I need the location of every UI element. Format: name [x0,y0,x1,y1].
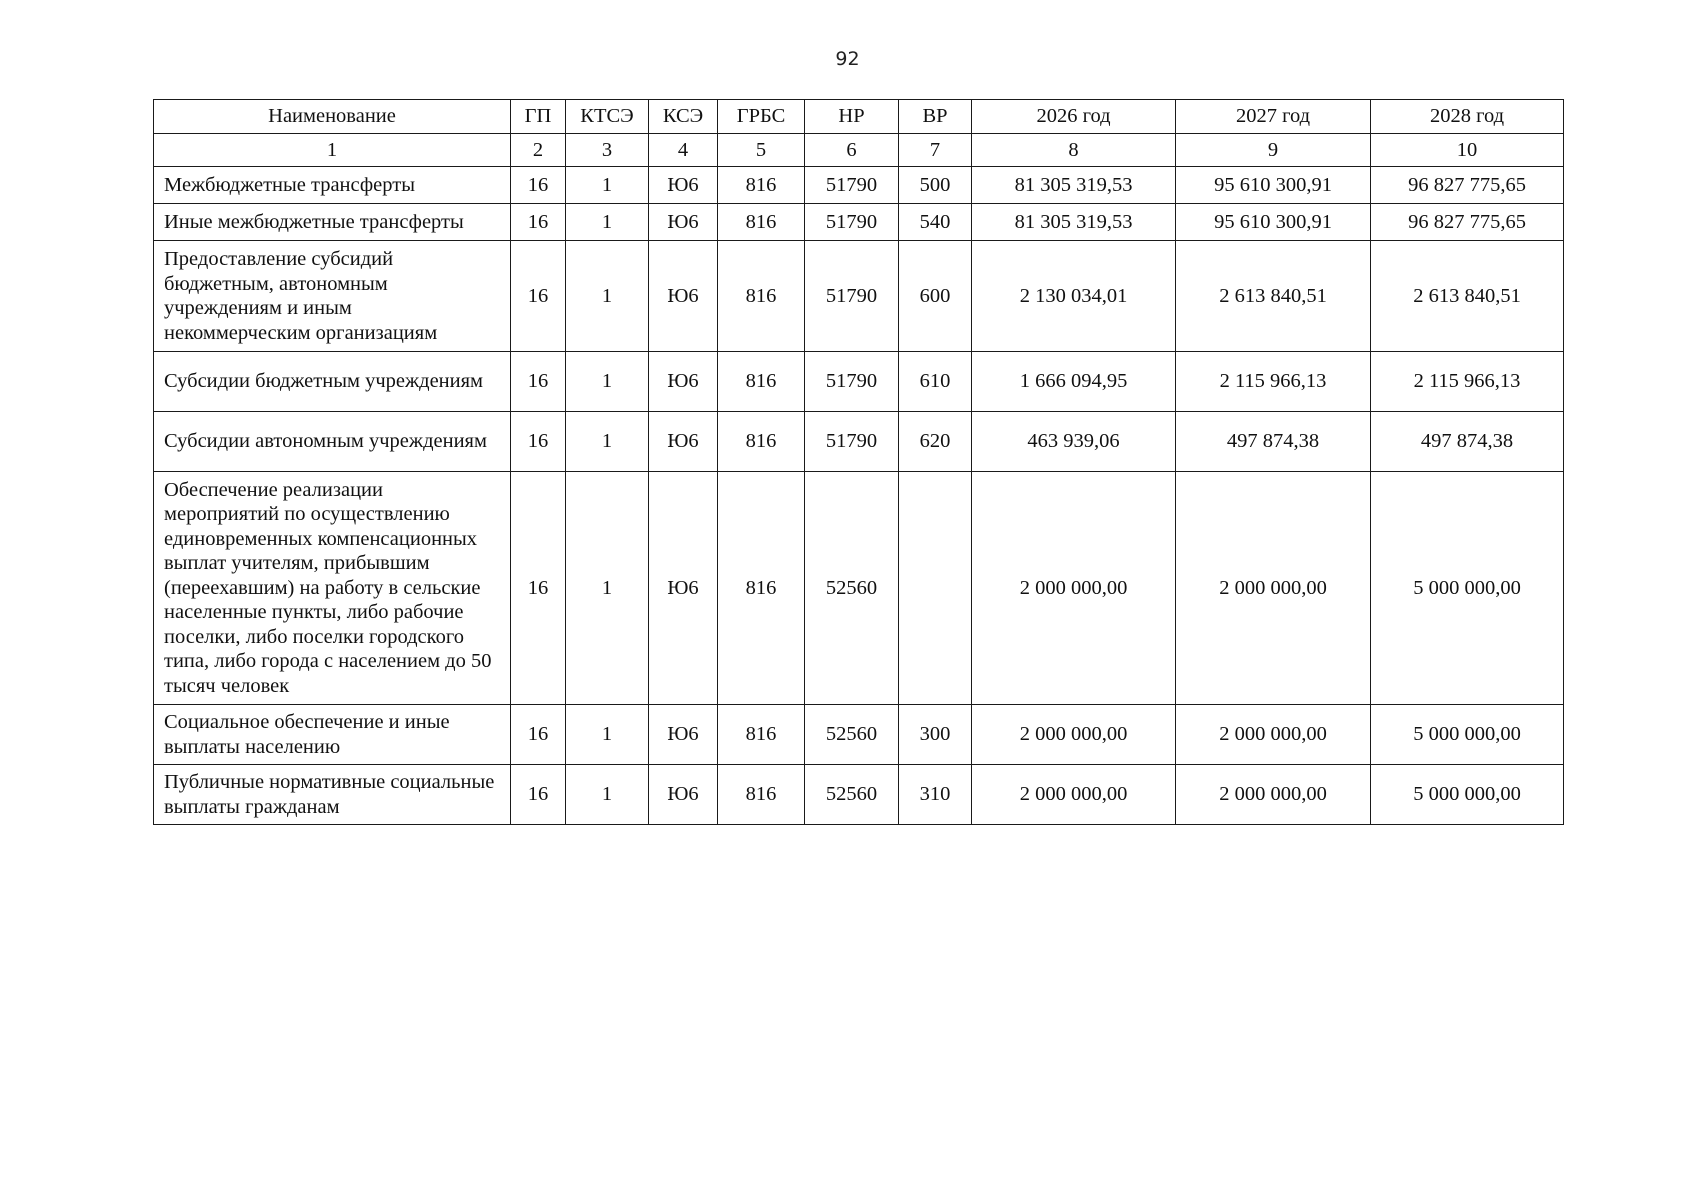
nr-cell: 52560 [805,472,899,705]
vr-cell [899,472,972,705]
grbs-cell: 816 [718,705,805,765]
vr-cell: 540 [899,204,972,241]
grbs-cell: 816 [718,412,805,472]
header-cell: 2028 год [1371,100,1564,134]
amount-2028-cell: 5 000 000,00 [1371,705,1564,765]
nr-cell: 52560 [805,705,899,765]
amount-2026-cell: 2 000 000,00 [972,765,1176,825]
amount-2027-cell: 2 613 840,51 [1176,241,1371,352]
amount-2027-cell: 95 610 300,91 [1176,204,1371,241]
gp-cell: 16 [511,472,566,705]
nr-cell: 51790 [805,167,899,204]
page-number: 92 [835,48,860,70]
row-name-cell: Обеспечение реализации мероприятий по осуществлению единовременных компенсационных выплат учителям, прибывшим (переехавшим) на работу в сельские населенные пункты, либо рабочие поселки, либо поселки городского типа, либо города с населением до 50 тысяч человек [154,472,511,705]
kse-cell: Ю6 [649,352,718,412]
amount-2026-cell: 2 130 034,01 [972,241,1176,352]
amount-2026-cell: 2 000 000,00 [972,472,1176,705]
nr-cell: 52560 [805,765,899,825]
amount-2027-cell: 2 115 966,13 [1176,352,1371,412]
row-name-cell: Иные межбюджетные трансферты [154,204,511,241]
amount-2027-cell: 497 874,38 [1176,412,1371,472]
vr-cell: 620 [899,412,972,472]
budget-table [153,99,1564,825]
header-cell: ВР [899,100,972,134]
gp-cell: 16 [511,167,566,204]
column-number-cell: 3 [566,134,649,167]
kse-cell: Ю6 [649,472,718,705]
kse-cell: Ю6 [649,705,718,765]
amount-2026-cell: 81 305 319,53 [972,204,1176,241]
row-name-cell: Предоставление субсидий бюджетным, автономным учреждениям и иным некоммерческим организациям [154,241,511,352]
column-number-row [154,134,1564,167]
row-name-cell: Социальное обеспечение и иные выплаты населению [154,705,511,765]
amount-2026-cell: 2 000 000,00 [972,705,1176,765]
column-number-cell: 8 [972,134,1176,167]
column-number-cell: 5 [718,134,805,167]
ktse-cell: 1 [566,705,649,765]
column-number-cell: 4 [649,134,718,167]
table-row [154,352,1564,412]
amount-2026-cell: 81 305 319,53 [972,167,1176,204]
kse-cell: Ю6 [649,765,718,825]
table-row [154,765,1564,825]
amount-2027-cell: 2 000 000,00 [1176,472,1371,705]
header-cell: НР [805,100,899,134]
header-cell: Наименование [154,100,511,134]
row-name-cell: Публичные нормативные социальные выплаты гражданам [154,765,511,825]
row-name-cell: Субсидии бюджетным учреждениям [154,352,511,412]
table-row [154,705,1564,765]
gp-cell: 16 [511,705,566,765]
column-number-cell: 7 [899,134,972,167]
amount-2028-cell: 2 613 840,51 [1371,241,1564,352]
nr-cell: 51790 [805,412,899,472]
grbs-cell: 816 [718,352,805,412]
vr-cell: 300 [899,705,972,765]
amount-2027-cell: 95 610 300,91 [1176,167,1371,204]
nr-cell: 51790 [805,241,899,352]
column-number-cell: 2 [511,134,566,167]
amount-2028-cell: 497 874,38 [1371,412,1564,472]
ktse-cell: 1 [566,241,649,352]
amount-2028-cell: 5 000 000,00 [1371,472,1564,705]
amount-2028-cell: 96 827 775,65 [1371,204,1564,241]
kse-cell: Ю6 [649,412,718,472]
header-cell: ГП [511,100,566,134]
ktse-cell: 1 [566,352,649,412]
gp-cell: 16 [511,412,566,472]
ktse-cell: 1 [566,472,649,705]
amount-2027-cell: 2 000 000,00 [1176,765,1371,825]
table-row [154,472,1564,705]
gp-cell: 16 [511,204,566,241]
column-number-cell: 10 [1371,134,1564,167]
nr-cell: 51790 [805,204,899,241]
grbs-cell: 816 [718,167,805,204]
header-cell: ГРБС [718,100,805,134]
header-cell: КТСЭ [566,100,649,134]
kse-cell: Ю6 [649,167,718,204]
ktse-cell: 1 [566,167,649,204]
amount-2026-cell: 1 666 094,95 [972,352,1176,412]
grbs-cell: 816 [718,241,805,352]
vr-cell: 500 [899,167,972,204]
vr-cell: 600 [899,241,972,352]
table-row [154,204,1564,241]
table-row [154,412,1564,472]
ktse-cell: 1 [566,204,649,241]
amount-2027-cell: 2 000 000,00 [1176,705,1371,765]
row-name-cell: Субсидии автономным учреждениям [154,412,511,472]
vr-cell: 610 [899,352,972,412]
column-number-cell: 6 [805,134,899,167]
header-cell: КСЭ [649,100,718,134]
column-number-cell: 9 [1176,134,1371,167]
header-cell: 2027 год [1176,100,1371,134]
grbs-cell: 816 [718,472,805,705]
ktse-cell: 1 [566,765,649,825]
kse-cell: Ю6 [649,241,718,352]
table-row [154,241,1564,352]
nr-cell: 51790 [805,352,899,412]
amount-2026-cell: 463 939,06 [972,412,1176,472]
kse-cell: Ю6 [649,204,718,241]
gp-cell: 16 [511,765,566,825]
gp-cell: 16 [511,352,566,412]
header-cell: 2026 год [972,100,1176,134]
amount-2028-cell: 5 000 000,00 [1371,765,1564,825]
grbs-cell: 816 [718,204,805,241]
row-name-cell: Межбюджетные трансферты [154,167,511,204]
grbs-cell: 816 [718,765,805,825]
ktse-cell: 1 [566,412,649,472]
amount-2028-cell: 2 115 966,13 [1371,352,1564,412]
table-row [154,167,1564,204]
header-row [154,100,1564,134]
amount-2028-cell: 96 827 775,65 [1371,167,1564,204]
column-number-cell: 1 [154,134,511,167]
vr-cell: 310 [899,765,972,825]
gp-cell: 16 [511,241,566,352]
